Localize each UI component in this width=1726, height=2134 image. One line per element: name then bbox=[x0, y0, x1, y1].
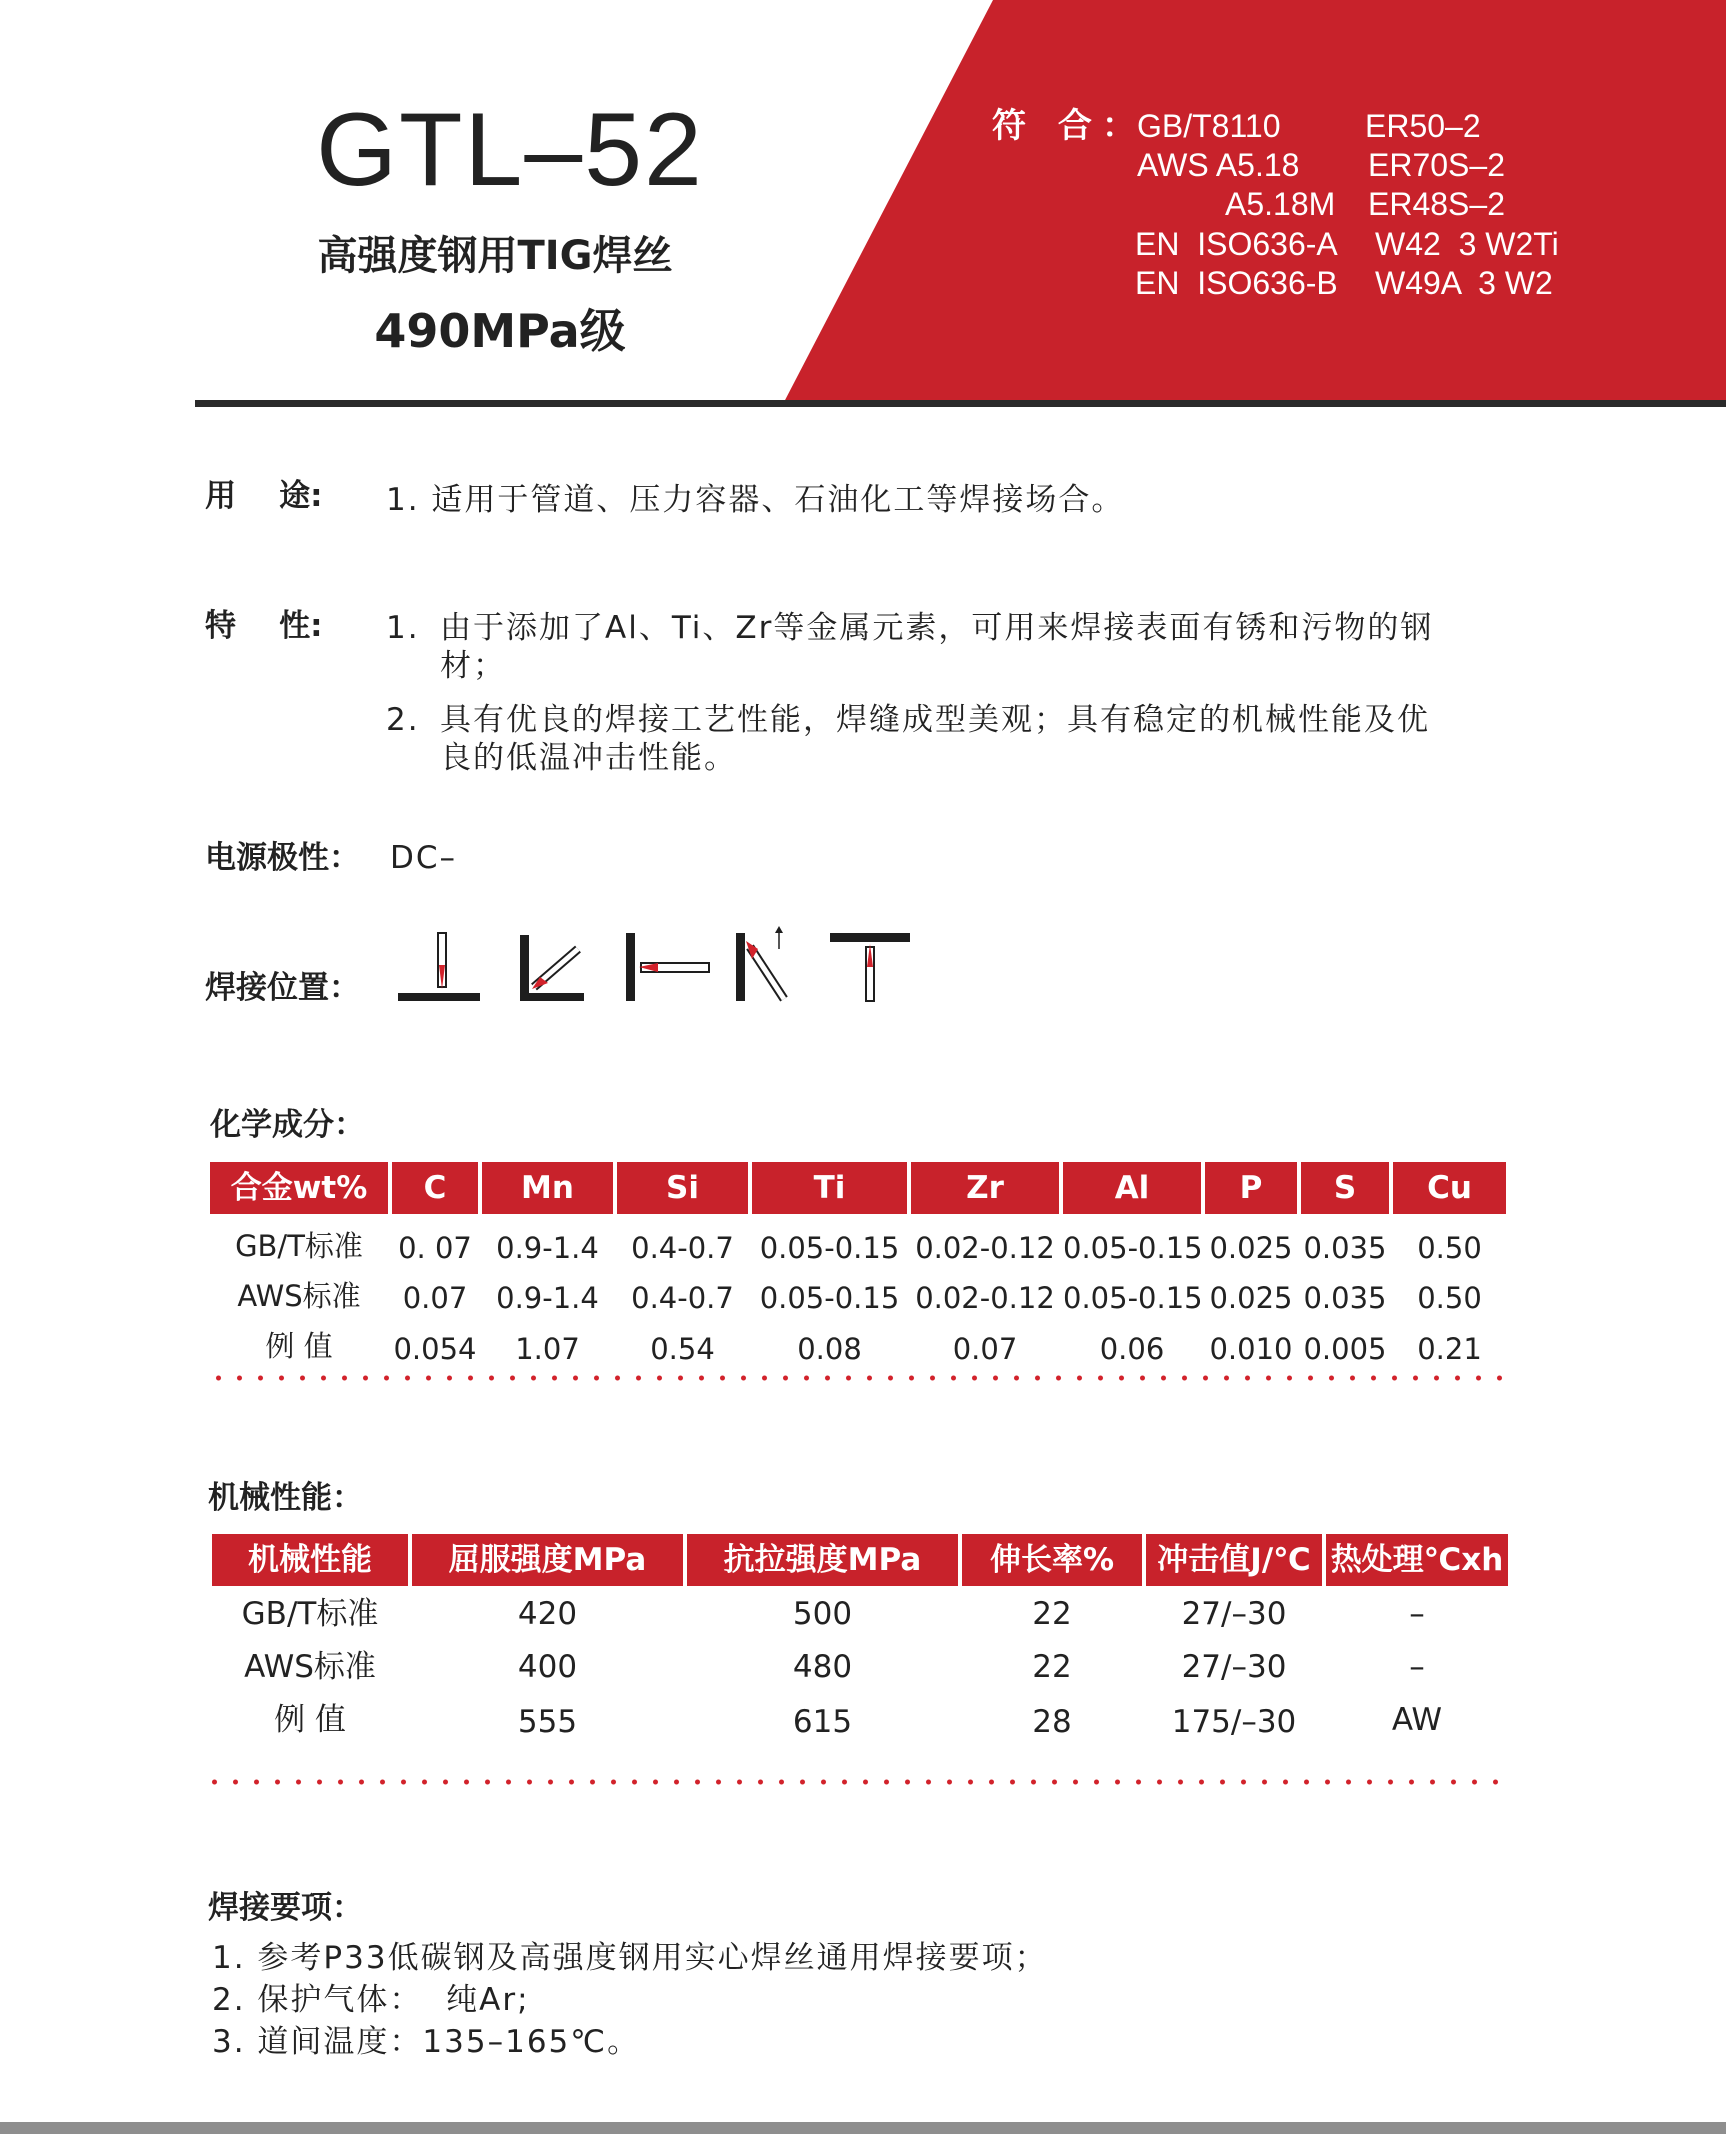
chem-cell: 1.07 bbox=[515, 1332, 580, 1366]
product-code: GTL–52 bbox=[316, 92, 704, 208]
chem-header: Si bbox=[617, 1162, 748, 1214]
chem-cell: 0.05-0.15 bbox=[759, 1231, 900, 1265]
chem-cell: 0.02-0.12 bbox=[915, 1231, 1055, 1265]
chem-cell: 0.07 bbox=[402, 1281, 468, 1315]
chem-cell: 0.010 bbox=[1209, 1332, 1293, 1366]
polarity-value: DC– bbox=[390, 840, 458, 876]
mech-cell: AWS标准 bbox=[244, 1649, 376, 1685]
positions-label: 焊接位置： bbox=[205, 970, 360, 1006]
chem-header: Ti bbox=[752, 1162, 907, 1214]
mech-cell: – bbox=[1409, 1649, 1425, 1685]
chem-cell: 0.025 bbox=[1209, 1231, 1293, 1265]
usage-item: 1. 适用于管道、压力容器、石油化工等焊接场合。 bbox=[386, 482, 1125, 518]
standard-class: ER48S–2 bbox=[1368, 186, 1505, 222]
chem-cell: 0.50 bbox=[1417, 1281, 1482, 1315]
mech-cell: 27/–30 bbox=[1181, 1596, 1287, 1632]
mech-cell: AW bbox=[1391, 1702, 1443, 1738]
chem-cell: 0.035 bbox=[1303, 1231, 1387, 1265]
mech-cell: 175/–30 bbox=[1171, 1704, 1297, 1740]
chem-cell: 0.50 bbox=[1417, 1231, 1482, 1265]
mech-header: 抗拉强度MPa bbox=[687, 1534, 958, 1586]
mech-header: 机械性能 bbox=[212, 1534, 408, 1586]
standard-class: ER50–2 bbox=[1365, 108, 1481, 144]
standard-class: W49A 3 W2 bbox=[1375, 265, 1553, 301]
chem-cell: GB/T标准 bbox=[235, 1229, 363, 1263]
chem-cell: 0.05-0.15 bbox=[1063, 1281, 1203, 1315]
chem-header: Cu bbox=[1393, 1162, 1506, 1214]
mech-cell: 480 bbox=[792, 1649, 853, 1685]
chem-cell: 0.54 bbox=[650, 1332, 715, 1366]
standard-spec: AWS A5.18 bbox=[1137, 147, 1300, 183]
chem-cell: 0.07 bbox=[952, 1332, 1018, 1366]
standard-spec: A5.18M bbox=[1225, 186, 1336, 222]
header-divider bbox=[195, 400, 1726, 407]
mech-cell: 22 bbox=[1032, 1649, 1072, 1685]
standard-spec: EN ISO636-B bbox=[1135, 265, 1338, 301]
mech-cell: 555 bbox=[517, 1704, 578, 1740]
conform-label: 符 合： bbox=[992, 106, 1146, 146]
chem-cell: 0.035 bbox=[1303, 1281, 1387, 1315]
mech-dotted-divider bbox=[204, 1778, 1504, 1786]
polarity-label: 电源极性： bbox=[205, 840, 360, 876]
chem-cell: 0.02-0.12 bbox=[915, 1281, 1055, 1315]
usage-label: 用 途: bbox=[205, 478, 323, 514]
chem-cell: 0.9-1.4 bbox=[496, 1281, 599, 1315]
chem-cell: 0.05-0.15 bbox=[759, 1281, 900, 1315]
product-grade: 490MPa级 bbox=[374, 304, 626, 358]
chem-cell: 0.025 bbox=[1209, 1281, 1293, 1315]
chem-header: C bbox=[392, 1162, 478, 1214]
standard-spec: EN ISO636-A bbox=[1135, 226, 1338, 262]
chemical-title: 化学成分： bbox=[210, 1107, 365, 1143]
chem-cell: 0.08 bbox=[797, 1332, 862, 1366]
welding-positions-strip bbox=[398, 925, 918, 1005]
chem-cell: 0.005 bbox=[1303, 1332, 1387, 1366]
standard-spec: GB/T8110 bbox=[1137, 108, 1281, 144]
feature-text: 材； bbox=[440, 648, 506, 684]
standard-class: ER70S–2 bbox=[1368, 147, 1505, 183]
chem-cell: 0.4-0.7 bbox=[631, 1231, 734, 1265]
feature-text: 良的低温冲击性能。 bbox=[440, 740, 737, 776]
mech-cell: 400 bbox=[517, 1649, 578, 1685]
mech-header: 冲击值J/℃ bbox=[1146, 1534, 1322, 1586]
welding-note-item: 2. 保护气体： 纯Ar; bbox=[212, 1982, 530, 2018]
chem-cell: 例 值 bbox=[265, 1329, 333, 1363]
vertical-up-position-icon bbox=[736, 926, 784, 1001]
mech-cell: 22 bbox=[1032, 1596, 1072, 1632]
horizontal-position-icon bbox=[626, 933, 709, 1001]
welding-note-item: 3. 道间温度：135–165℃。 bbox=[212, 2024, 641, 2060]
feature-number: 1. bbox=[386, 610, 420, 646]
chem-cell: AWS标准 bbox=[237, 1279, 361, 1313]
mech-cell: 28 bbox=[1032, 1704, 1072, 1740]
chem-header: S bbox=[1301, 1162, 1389, 1214]
chem-cell: 0.05-0.15 bbox=[1063, 1231, 1203, 1265]
chem-header: Mn bbox=[482, 1162, 613, 1214]
horizontal-fillet-position-icon bbox=[520, 935, 584, 1001]
features-label: 特 性: bbox=[205, 608, 323, 644]
chem-dotted-divider bbox=[208, 1374, 1508, 1382]
feature-number: 2. bbox=[386, 702, 420, 738]
overhead-position-icon bbox=[830, 933, 910, 1001]
chem-cell: 0.054 bbox=[393, 1332, 477, 1366]
flat-position-icon bbox=[398, 933, 480, 1001]
chem-cell: 0.9-1.4 bbox=[496, 1231, 599, 1265]
mech-header: 热处理℃xh bbox=[1326, 1534, 1508, 1586]
chem-header: Al bbox=[1063, 1162, 1201, 1214]
mech-header: 伸长率% bbox=[962, 1534, 1142, 1586]
chem-header: 合金wt% bbox=[210, 1162, 388, 1214]
feature-text: 具有优良的焊接工艺性能，焊缝成型美观；具有稳定的机械性能及优 bbox=[440, 702, 1430, 738]
chem-header: P bbox=[1205, 1162, 1297, 1214]
welding-note-item: 1. 参考P33低碳钢及高强度钢用实心焊丝通用焊接要项； bbox=[212, 1940, 1048, 1976]
chem-cell: 0.21 bbox=[1417, 1332, 1482, 1366]
footer-bar bbox=[0, 2122, 1726, 2134]
product-subtitle: 高强度钢用TIG焊丝 bbox=[317, 233, 673, 279]
mech-cell: 420 bbox=[517, 1596, 578, 1632]
mech-cell: 例 值 bbox=[274, 1702, 346, 1738]
standard-class: W42 3 W2Ti bbox=[1375, 226, 1559, 262]
mech-cell: – bbox=[1409, 1596, 1425, 1632]
welding-notes-title: 焊接要项： bbox=[208, 1890, 363, 1926]
chem-header: Zr bbox=[911, 1162, 1059, 1214]
chem-cell: 0.06 bbox=[1099, 1332, 1165, 1366]
mech-cell: 27/–30 bbox=[1181, 1649, 1287, 1685]
chem-cell: 0.4-0.7 bbox=[631, 1281, 734, 1315]
mech-cell: GB/T标准 bbox=[241, 1596, 379, 1632]
feature-text: 由于添加了Al、Ti、Zr等金属元素，可用来焊接表面有锈和污物的钢 bbox=[440, 610, 1434, 646]
mechanical-title: 机械性能： bbox=[208, 1480, 363, 1516]
mech-cell: 615 bbox=[792, 1704, 853, 1740]
chem-cell: 0. 07 bbox=[398, 1231, 472, 1265]
mech-cell: 500 bbox=[792, 1596, 853, 1632]
mech-header: 屈服强度MPa bbox=[412, 1534, 683, 1586]
